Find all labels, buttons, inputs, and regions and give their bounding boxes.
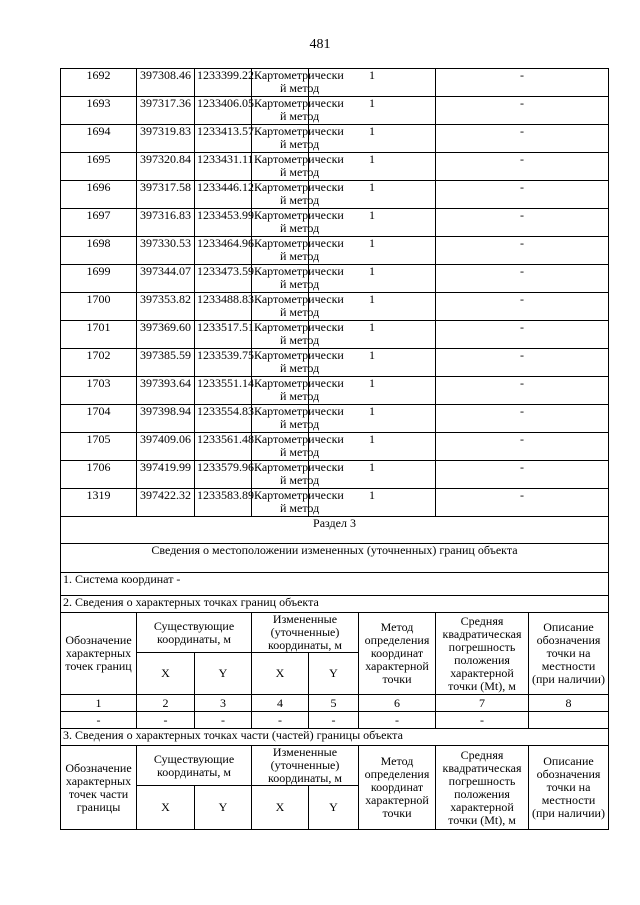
table-row <box>61 461 609 489</box>
point-accuracy: 1 <box>309 349 436 377</box>
point-y: 1233561.48 <box>195 433 252 461</box>
method-line-1: Картометрически <box>254 376 344 390</box>
method-line-1: Картометрически <box>254 292 344 306</box>
point-y: 1233464.96 <box>195 237 252 265</box>
section-subtitle: Сведения о местоположении измененных (уточненных) границ объекта <box>61 544 609 573</box>
column-number: 3 <box>195 695 252 712</box>
point-y: 1233406.05 <box>195 97 252 125</box>
section-title-row <box>61 517 609 544</box>
point-y: 1233517.51 <box>195 321 252 349</box>
method-line-1: Картометрически <box>254 348 344 362</box>
point-description: - <box>436 293 609 321</box>
point-y: 1233453.99 <box>195 209 252 237</box>
point-x: 397353.82 <box>137 293 195 321</box>
point-id: 1696 <box>61 181 137 209</box>
column-number: 6 <box>359 695 436 712</box>
part-header-existing: Существующие координаты, м <box>137 746 252 786</box>
table-row <box>61 237 609 265</box>
table-cell: - <box>309 712 359 729</box>
part-header-changed-y: Y <box>309 786 359 830</box>
part-title-row <box>61 729 609 746</box>
point-method <box>252 348 344 377</box>
header-description: Описание обозначения точки на местности (при наличии) <box>529 613 609 695</box>
table-row <box>61 433 609 461</box>
part-header-existing-y: Y <box>195 786 252 830</box>
point-y: 1233399.22 <box>195 69 252 97</box>
method-line-1: Картометрически <box>254 208 344 222</box>
point-y: 1233473.59 <box>195 265 252 293</box>
method-line-1: Картометрически <box>254 432 344 446</box>
table-row <box>61 349 609 377</box>
point-description: - <box>436 181 609 209</box>
point-description: - <box>436 489 609 517</box>
point-id: 1699 <box>61 265 137 293</box>
table-row <box>61 69 609 97</box>
method-line-2: й метод <box>280 305 320 319</box>
point-x: 397419.99 <box>137 461 195 489</box>
point-x: 397330.53 <box>137 237 195 265</box>
table-row <box>61 321 609 349</box>
table-row <box>61 209 609 237</box>
point-x: 397320.84 <box>137 153 195 181</box>
table-row <box>61 489 609 517</box>
table-cell: - <box>61 712 137 729</box>
point-method <box>252 320 344 349</box>
part-points-title: 3. Сведения о характерных точках части (частей) границы объекта <box>61 729 609 746</box>
part-header-method: Метод определения координат характерной точки <box>359 746 436 830</box>
point-accuracy: 1 <box>309 97 436 125</box>
table-row <box>61 97 609 125</box>
method-line-1: Картометрически <box>254 264 344 278</box>
method-line-2: й метод <box>280 137 320 151</box>
point-method <box>252 460 344 489</box>
method-line-1: Картометрически <box>254 320 344 334</box>
point-accuracy: 1 <box>309 433 436 461</box>
method-line-2: й метод <box>280 501 320 515</box>
table-row <box>61 265 609 293</box>
point-method <box>252 292 344 321</box>
point-id: 1706 <box>61 461 137 489</box>
method-line-1: Картометрически <box>254 124 344 138</box>
table-row <box>61 377 609 405</box>
page-number: 481 <box>309 37 331 52</box>
boundary-header-row <box>61 613 609 653</box>
method-line-1: Картометрически <box>254 460 344 474</box>
header-method: Метод определения координат характерной точки <box>359 613 436 695</box>
point-accuracy: 1 <box>309 405 436 433</box>
table-cell: - <box>436 712 529 729</box>
point-description: - <box>436 461 609 489</box>
point-accuracy: 1 <box>309 377 436 405</box>
coord-system: 1. Система координат - <box>61 573 609 596</box>
column-number: 7 <box>436 695 529 712</box>
method-line-2: й метод <box>280 445 320 459</box>
point-method <box>252 152 344 181</box>
point-description: - <box>436 125 609 153</box>
point-id: 1693 <box>61 97 137 125</box>
point-accuracy: 1 <box>309 265 436 293</box>
method-line-2: й метод <box>280 361 320 375</box>
point-x: 397308.46 <box>137 69 195 97</box>
point-id: 1319 <box>61 489 137 517</box>
method-line-1: Картометрически <box>254 236 344 250</box>
header-changed: Измененные (уточненные) координаты, м <box>252 613 359 653</box>
point-y: 1233446.12 <box>195 181 252 209</box>
point-x: 397385.59 <box>137 349 195 377</box>
method-line-1: Картометрически <box>254 180 344 194</box>
point-description: - <box>436 405 609 433</box>
header-designation: Обозначение характерных точек границ <box>61 613 137 695</box>
point-method <box>252 488 344 517</box>
point-description: - <box>436 237 609 265</box>
point-description: - <box>436 377 609 405</box>
point-id: 1695 <box>61 153 137 181</box>
point-y: 1233539.75 <box>195 349 252 377</box>
coord-system-row <box>61 573 609 596</box>
method-line-1: Картометрически <box>254 404 344 418</box>
part-header-accuracy: Средняя квадратическая погрешность положения характерной точки (Mt), м <box>436 746 529 830</box>
point-x: 397319.83 <box>137 125 195 153</box>
point-accuracy: 1 <box>309 293 436 321</box>
point-x: 397369.60 <box>137 321 195 349</box>
method-line-2: й метод <box>280 81 320 95</box>
point-y: 1233583.89 <box>195 489 252 517</box>
table-cell <box>529 712 609 729</box>
point-method <box>252 208 344 237</box>
header-changed-y: Y <box>309 653 359 695</box>
point-description: - <box>436 153 609 181</box>
point-id: 1698 <box>61 237 137 265</box>
point-y: 1233554.83 <box>195 405 252 433</box>
table-row <box>61 293 609 321</box>
header-existing-x: X <box>137 653 195 695</box>
column-number: 1 <box>61 695 137 712</box>
point-y: 1233551.14 <box>195 377 252 405</box>
point-id: 1694 <box>61 125 137 153</box>
header-existing: Существующие координаты, м <box>137 613 252 653</box>
method-line-2: й метод <box>280 333 320 347</box>
point-method <box>252 124 344 153</box>
point-x: 397422.32 <box>137 489 195 517</box>
header-accuracy: Средняя квадратическая погрешность положения характерной точки (Mt), м <box>436 613 529 695</box>
method-line-1: Картометрически <box>254 96 344 110</box>
point-y: 1233413.57 <box>195 125 252 153</box>
point-y: 1233431.11 <box>195 153 252 181</box>
point-description: - <box>436 265 609 293</box>
boundary-data-row <box>61 712 609 729</box>
point-x: 397398.94 <box>137 405 195 433</box>
point-method <box>252 96 344 125</box>
point-description: - <box>436 349 609 377</box>
method-line-2: й метод <box>280 417 320 431</box>
point-id: 1701 <box>61 321 137 349</box>
boundary-points-title: 2. Сведения о характерных точках границ объекта <box>61 596 609 613</box>
section-title: Раздел 3 <box>61 517 609 544</box>
column-number: 4 <box>252 695 309 712</box>
column-number: 5 <box>309 695 359 712</box>
point-accuracy: 1 <box>309 321 436 349</box>
point-y: 1233488.83 <box>195 293 252 321</box>
column-numbers-row <box>61 695 609 712</box>
point-id: 1692 <box>61 69 137 97</box>
point-method <box>252 404 344 433</box>
part-header-existing-x: X <box>137 786 195 830</box>
method-line-2: й метод <box>280 473 320 487</box>
point-y: 1233579.96 <box>195 461 252 489</box>
point-description: - <box>436 433 609 461</box>
point-id: 1703 <box>61 377 137 405</box>
method-line-2: й метод <box>280 389 320 403</box>
point-method <box>252 376 344 405</box>
point-id: 1705 <box>61 433 137 461</box>
point-x: 397344.07 <box>137 265 195 293</box>
point-description: - <box>436 321 609 349</box>
boundary-points-table <box>60 68 609 830</box>
point-x: 397317.36 <box>137 97 195 125</box>
table-row <box>61 125 609 153</box>
point-method <box>252 432 344 461</box>
part-header-designation: Обозначение характерных точек части границы <box>61 746 137 830</box>
point-description: - <box>436 209 609 237</box>
point-description: - <box>436 69 609 97</box>
column-number: 2 <box>137 695 195 712</box>
point-accuracy: 1 <box>309 237 436 265</box>
point-id: 1697 <box>61 209 137 237</box>
point-method <box>252 68 344 97</box>
header-existing-y: Y <box>195 653 252 695</box>
part-header-row <box>61 746 609 786</box>
point-x: 397317.58 <box>137 181 195 209</box>
table-cell: - <box>252 712 309 729</box>
method-line-2: й метод <box>280 249 320 263</box>
point-id: 1700 <box>61 293 137 321</box>
point-method <box>252 180 344 209</box>
points-body <box>61 69 609 517</box>
part-header-changed-x: X <box>252 786 309 830</box>
section-subtitle-row <box>61 544 609 573</box>
boundary-title-row <box>61 596 609 613</box>
section3-body <box>61 517 609 830</box>
part-header-description: Описание обозначения точки на местности (при наличии) <box>529 746 609 830</box>
header-changed-x: X <box>252 653 309 695</box>
point-method <box>252 264 344 293</box>
point-accuracy: 1 <box>309 181 436 209</box>
method-line-1: Картометрически <box>254 68 344 82</box>
point-description: - <box>436 97 609 125</box>
method-line-2: й метод <box>280 277 320 291</box>
point-accuracy: 1 <box>309 125 436 153</box>
table-cell: - <box>137 712 195 729</box>
method-line-2: й метод <box>280 193 320 207</box>
table-cell: - <box>195 712 252 729</box>
method-line-2: й метод <box>280 165 320 179</box>
table-row <box>61 405 609 433</box>
table-row <box>61 153 609 181</box>
method-line-2: й метод <box>280 109 320 123</box>
point-x: 397393.64 <box>137 377 195 405</box>
point-id: 1704 <box>61 405 137 433</box>
point-x: 397409.06 <box>137 433 195 461</box>
point-accuracy: 1 <box>309 461 436 489</box>
point-accuracy: 1 <box>309 69 436 97</box>
method-line-1: Картометрически <box>254 152 344 166</box>
method-line-2: й метод <box>280 221 320 235</box>
point-accuracy: 1 <box>309 489 436 517</box>
table-row <box>61 181 609 209</box>
part-header-changed: Измененные (уточненные) координаты, м <box>252 746 359 786</box>
table-cell: - <box>359 712 436 729</box>
point-id: 1702 <box>61 349 137 377</box>
point-x: 397316.83 <box>137 209 195 237</box>
point-accuracy: 1 <box>309 209 436 237</box>
method-line-1: Картометрически <box>254 488 344 502</box>
point-accuracy: 1 <box>309 153 436 181</box>
point-method <box>252 236 344 265</box>
column-number: 8 <box>529 695 609 712</box>
